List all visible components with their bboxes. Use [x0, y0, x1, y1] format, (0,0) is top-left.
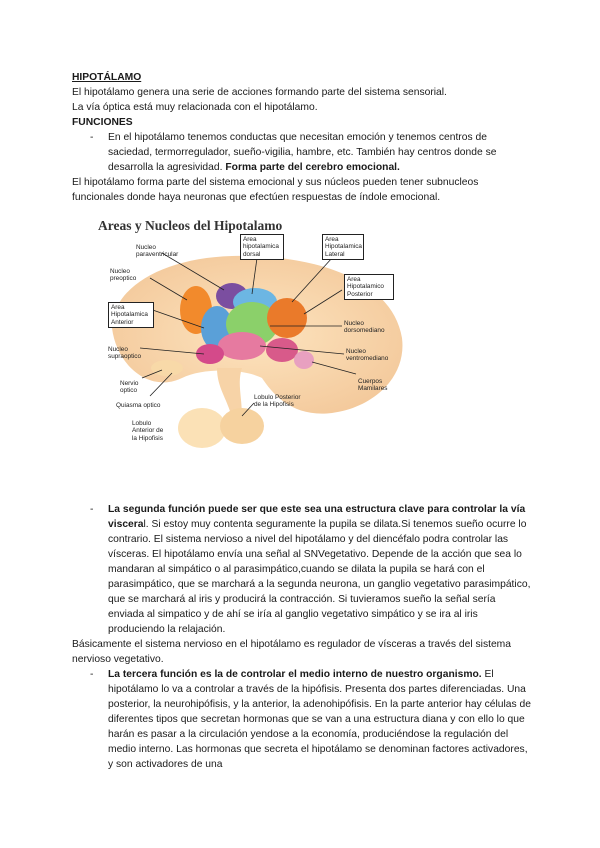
bullet3-bold: La tercera función es la de controlar el medio interno de nuestro organismo.: [108, 669, 482, 680]
bullet1-bold: Forma parte del cerebro emocional.: [225, 162, 400, 173]
label-lobulo-posterior: Lobulo Posterior de la Hipofisis: [254, 394, 301, 409]
intro-line-1: El hipotálamo genera una serie de acciones formando parte del sistema sensorial.: [72, 87, 447, 98]
bullet-function-2: [72, 502, 532, 637]
bullet-dash: -: [90, 669, 94, 680]
mammillary-bodies: [294, 351, 314, 369]
bullet3-text: El hipotálamo lo va a controlar a través de la hipófisis. Presenta dos partes diferenciadas. Una posterior, la neurohipófisis, y la anterior, la adenohipófisis. En la parte anterior hay células de diferentes tipos que secretan hormonas que se van a una estructura diana y con ello lo que harán es pasar a la circulación yendose a la economía, produciéndose la regulación del medio interno. Las hormonas que secreta el hipotálamo se denominan factores activadores, y son activadores de una: [108, 669, 531, 770]
label-paraventricular: Nucleo paraventricular: [136, 244, 179, 259]
bullet-dash: -: [90, 132, 94, 143]
paragraph-emotional: El hipotálamo forma parte del sistema emocional y sus núcleos pueden tener subnucleos funcionales donde haya neuronas que efectúen respuestas de índole emocional.: [72, 177, 479, 203]
paragraph-regulator: Básicamente el sistema nervioso en el hipotálamo es regulador de vísceras a través del sistema nervioso vegetativo.: [72, 639, 511, 665]
label-lobulo-anterior: Lobulo Anterior de la Hipofisis: [132, 420, 164, 442]
functions-heading: FUNCIONES: [72, 117, 133, 128]
page-title: HIPOTÁLAMO: [72, 72, 142, 83]
hypothalamus-figure: [92, 218, 412, 462]
pituitary-anterior-lobe: [178, 408, 226, 448]
bullet2-text: l. Si estoy muy contenta seguramente la pupila se dilata.Si tenemos sueño ocurre lo contrario. El sistema nervioso a nivel del hipotálamo y del diencéfalo podra controlar las vísceras. El hipotálamo envía una señal al SNVegetativo. Depende de la acción que sea lo mandaran al simpático o al parasimpático,cuando se dilata la pupila se hará con el parasimpático, que se marchará a la segunda neurona, un ganglio vegetativo parasimpático, que se marchará al iris y producirá la contracción. Si tuvieramos sueño la señal sería enviada al simpatico y de ahí se iría al ganglio vegetativo simpático y se ira al iris produciendo la relajación.: [108, 519, 531, 635]
label-mamilares: Cuerpos Mamilares: [358, 378, 388, 393]
label-area-posterior: Area Hipotalamico Posterior: [344, 274, 394, 300]
bullet-function-3: [72, 667, 532, 772]
label-ventromediano: Nucleo ventromediano: [346, 348, 389, 363]
bullet-dash: -: [90, 504, 94, 515]
label-dorsomediano: Nucleo dorsomediano: [344, 320, 385, 335]
figure-title: Areas y Nucleos del Hipotalamo: [98, 218, 283, 233]
optic-chiasm: [151, 360, 183, 376]
label-preoptico: Nucleo preoptico: [110, 268, 137, 283]
label-anterior: Area Hipotalamica Anterior: [108, 302, 154, 328]
bullet2-bold: La segunda función puede ser que este sea una estructura clave para controlar la vía viscera: [108, 504, 526, 530]
pituitary-posterior-lobe: [220, 408, 264, 444]
bullet1-text: En el hipotálamo tenemos conductas que necesitan emoción y tenemos centros de saciedad, termorregulador, sueño-vigilia, hambre, etc. También hay centros donde se desarrolla la agresividad.: [108, 132, 497, 173]
bullet-function-1: [72, 130, 532, 175]
label-quiasma-optico: Quiasma optico: [116, 402, 161, 409]
label-supraoptico: Nucleo supraoptico: [108, 346, 142, 361]
posterior-area: [267, 298, 307, 338]
lateral-ventral-area: [266, 338, 298, 362]
label-nervio-optico: Nervio optico: [120, 380, 139, 395]
label-area-lateral: Area Hipotalamica Lateral: [322, 234, 364, 260]
ventromedian-nucleus: [218, 332, 266, 360]
intro-line-2: La vía óptica está muy relacionada con el hipotálamo.: [72, 102, 318, 113]
document-page: [72, 70, 532, 772]
label-area-dorsal: Area hipotalamica dorsal: [240, 234, 284, 260]
